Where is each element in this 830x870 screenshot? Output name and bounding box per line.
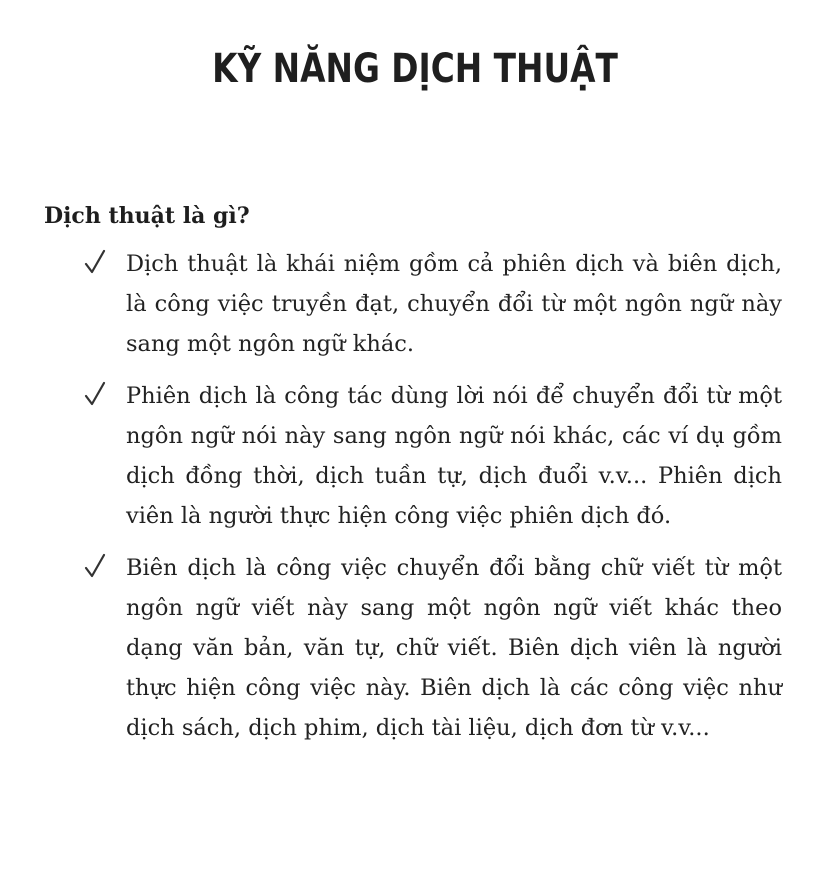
- list-item: [44, 548, 804, 748]
- list-item: [44, 244, 804, 364]
- list-item-text: Phiên dịch là công tác dùng lời nói để chuyển đổi từ một ngôn ngữ nói này sang ngôn ngữ nói khác, các ví dụ gồm dịch đồng thời, dịch tuần tự, dịch đuổi v.v... Phiên dịch viên là người thực hiện công việc phiên dịch đó.: [126, 383, 782, 529]
- section-what-is-translation: [44, 196, 804, 760]
- list-item: [44, 376, 804, 536]
- page-title: KỸ NĂNG DỊCH THUẬT: [212, 45, 618, 92]
- checkmark-icon: [84, 248, 106, 276]
- bullet-list: [44, 244, 804, 748]
- checkmark-icon: [84, 552, 106, 580]
- list-item-text: Dịch thuật là khái niệm gồm cả phiên dịch và biên dịch, là công việc truyền đạt, chuyển đổi từ một ngôn ngữ này sang một ngôn ngữ khác.: [126, 251, 782, 357]
- checkmark-icon: [84, 380, 106, 408]
- section-heading: Dịch thuật là gì?: [44, 203, 250, 229]
- list-item-text: Biên dịch là công việc chuyển đổi bằng chữ viết từ một ngôn ngữ viết này sang một ngôn ngữ viết khác theo dạng văn bản, văn tự, chữ viết. Biên dịch viên là người thực hiện công việc này. Biên dịch là các công việc như dịch sách, dịch phim, dịch tài liệu, dịch đơn từ v.v...: [126, 555, 782, 741]
